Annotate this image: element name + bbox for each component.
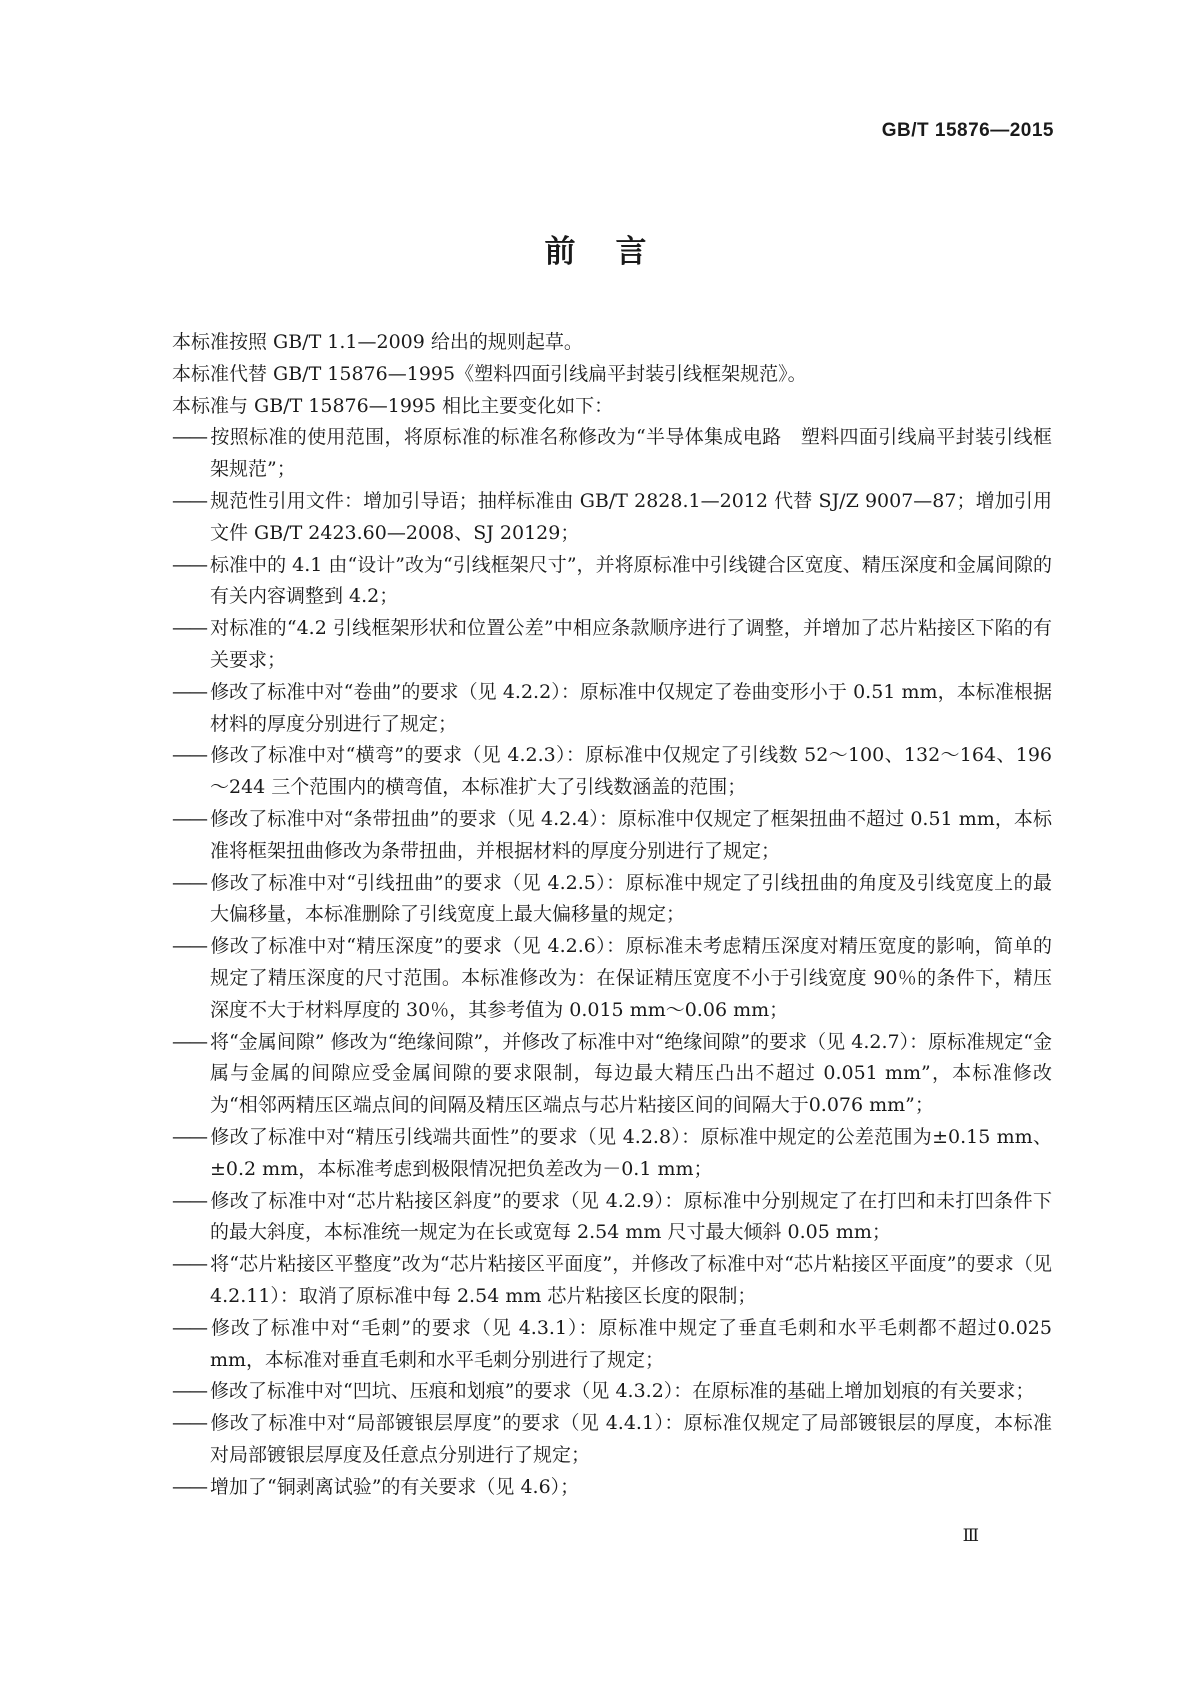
change-item-text: 修改了标准中对“毛刺”的要求（见 4.3.1）：原标准中规定了垂直毛刺和水平毛刺都不超过0.025 mm，本标准对垂直毛刺和水平毛刺分别进行了规定； [210, 1316, 1052, 1371]
change-item [172, 1027, 1052, 1122]
list-dash: —— [172, 1412, 206, 1435]
page-number: Ⅲ [962, 1526, 979, 1546]
change-item-text: 规范性引用文件：增加引导语；抽样标准由 GB/T 2828.1—2012 代替 SJ/Z 9007—87；增加引用文件 GB/T 2423.60—2008、SJ 20129； [210, 489, 1052, 544]
change-item-text: 修改了标准中对“精压引线端共面性”的要求（见 4.2.8）：原标准中规定的公差范围为±0.15 mm、±0.2 mm，本标准考虑到极限情况把负差改为－0.1 mm； [210, 1125, 1052, 1180]
change-item [172, 1122, 1052, 1186]
intro-paragraph: 本标准与 GB/T 15876—1995 相比主要变化如下： [172, 394, 614, 417]
change-item-text: 修改了标准中对“芯片粘接区斜度”的要求（见 4.2.9）：原标准中分别规定了在打凹和未打凹条件下的最大斜度，本标准统一规定为在长或宽每 2.54 mm 尺寸最大倾斜 0.05 mm； [210, 1189, 1052, 1244]
change-item-text: 修改了标准中对“凹坑、压痕和划痕”的要求（见 4.3.2）：在原标准的基础上增加划痕的有关要求； [210, 1380, 1035, 1403]
list-dash: —— [172, 1189, 206, 1212]
change-item-text: 标准中的 4.1 由“设计”改为“引线框架尺寸”，并将原标准中引线键合区宽度、精压深度和金属间隙的有关内容调整到 4.2； [210, 553, 1052, 608]
list-dash: —— [172, 1475, 206, 1498]
list-dash: —— [172, 680, 206, 703]
intro-paragraph: 本标准代替 GB/T 15876—1995《塑料四面引线扁平封装引线框架规范》。 [172, 362, 807, 385]
change-item-text: 按照标准的使用范围，将原标准的标准名称修改为“半导体集成电路 塑料四面引线扁平封装引线框架规范”； [210, 426, 1052, 481]
change-item [172, 1408, 1052, 1472]
list-dash: —— [172, 1380, 206, 1403]
change-list [172, 422, 1052, 1503]
change-item-text: 修改了标准中对“横弯”的要求（见 4.2.3）：原标准中仅规定了引线数 52～100、132～164、196～244 三个范围内的横弯值，本标准扩大了引线数涵盖的范围； [210, 744, 1052, 799]
list-dash: —— [172, 489, 206, 512]
change-item-text: 修改了标准中对“卷曲”的要求（见 4.2.2）：原标准中仅规定了卷曲变形小于 0.51 mm，本标准根据材料的厚度分别进行了规定； [210, 680, 1052, 735]
change-item-text: 增加了“铜剥离试验”的有关要求（见 4.6）； [210, 1475, 580, 1498]
list-dash: —— [172, 1125, 206, 1148]
list-dash: —— [172, 935, 206, 958]
list-dash: —— [172, 1316, 206, 1339]
list-dash: —— [172, 807, 206, 830]
change-item [172, 486, 1052, 550]
change-item [172, 422, 1052, 486]
change-item-text: 将“芯片粘接区平整度”改为“芯片粘接区平面度”，并修改了标准中对“芯片粘接区平面度”的要求（见 4.2.11）：取消了原标准中每 2.54 mm 芯片粘接区长度的限制； [210, 1253, 1052, 1307]
list-dash: —— [172, 1253, 206, 1276]
list-dash: —— [172, 871, 206, 894]
page-title: 前言 [544, 234, 687, 270]
change-item [172, 613, 1052, 677]
standard-number: GB/T 15876—2015 [881, 120, 1054, 141]
change-item [172, 740, 1052, 804]
list-dash: —— [172, 426, 206, 449]
list-dash: —— [172, 553, 206, 576]
change-item-text: 将“金属间隙” 修改为“绝缘间隙”，并修改了标准中对“绝缘间隙”的要求（见 4.2.7）：原标准规定“金属与金属的间隙应受金属间隙的要求限制，每边最大精压凸出不超过 0.051 mm”，本标准修改为“相邻两精压区端点间的间隔及精压区端点与芯片粘接区间的间隔大于0.076 mm”； [210, 1030, 1052, 1117]
document-body [172, 327, 1052, 1503]
list-dash: —— [172, 1030, 206, 1053]
list-dash: —— [172, 617, 206, 640]
change-item [172, 1249, 1052, 1313]
change-item-text: 修改了标准中对“局部镀银层厚度”的要求（见 4.4.1）：原标准仅规定了局部镀银层的厚度，本标准对局部镀银层厚度及任意点分别进行了规定； [210, 1412, 1052, 1466]
change-item [172, 1313, 1052, 1377]
change-item [172, 677, 1052, 741]
change-item [172, 1472, 1052, 1504]
change-item [172, 868, 1052, 932]
change-item [172, 1186, 1052, 1250]
change-item-text: 对标准的“4.2 引线框架形状和位置公差”中相应条款顺序进行了调整，并增加了芯片粘接区下陷的有关要求； [210, 617, 1052, 671]
intro-paragraph: 本标准按照 GB/T 1.1—2009 给出的规则起草。 [172, 331, 583, 353]
change-item-text: 修改了标准中对“精压深度”的要求（见 4.2.6）：原标准未考虑精压深度对精压宽度的影响，简单的规定了精压深度的尺寸范围。本标准修改为：在保证精压宽度不小于引线宽度 90％的条件下，精压深度不大于材料厚度的 30％，其参考值为 0.015 mm～0.06 mm； [210, 935, 1052, 1021]
change-item [172, 804, 1052, 868]
change-item-text: 修改了标准中对“条带扭曲”的要求（见 4.2.4）：原标准中仅规定了框架扭曲不超过 0.51 mm，本标准将框架扭曲修改为条带扭曲，并根据材料的厚度分别进行了规定； [210, 807, 1052, 862]
change-item-text: 修改了标准中对“引线扭曲”的要求（见 4.2.5）：原标准中规定了引线扭曲的角度及引线宽度上的最大偏移量，本标准删除了引线宽度上最大偏移量的规定； [210, 871, 1052, 926]
change-item [172, 550, 1052, 614]
list-dash: —— [172, 744, 206, 767]
change-item [172, 931, 1052, 1026]
change-item [172, 1376, 1052, 1408]
